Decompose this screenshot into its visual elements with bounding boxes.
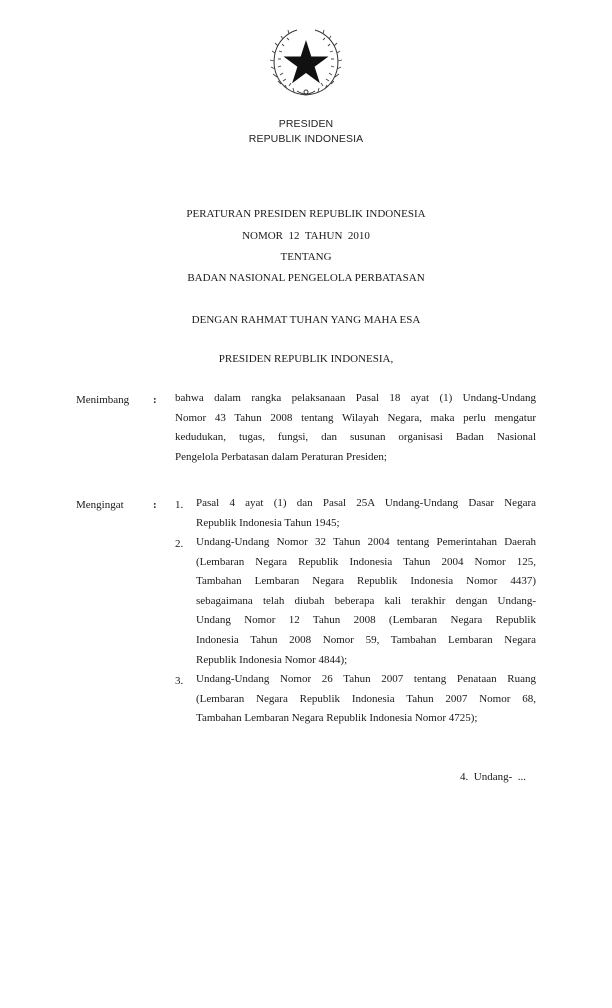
regulation-type: PERATURAN PRESIDEN REPUBLIK INDONESIA bbox=[186, 208, 426, 220]
regulation-number: NOMOR 12 TAHUN 2010 bbox=[242, 230, 370, 242]
text-line: (Lembaran Negara Republik Indonesia Tahun 2007 Nomor 68, bbox=[196, 692, 536, 705]
text-line: Republik Indonesia Tahun 1945; bbox=[196, 516, 340, 529]
item-number: 3. bbox=[175, 675, 184, 687]
text-line: Republik Indonesia Nomor 4844); bbox=[196, 653, 348, 666]
presidential-seal-icon bbox=[267, 27, 345, 99]
text-line: Pasal 4 ayat (1) dan Pasal 25A Undang-Undang Dasar Negara bbox=[196, 497, 536, 509]
office-title-republic: REPUBLIK INDONESIA bbox=[248, 133, 364, 145]
text-line: Indonesia Tahun 2008 Nomor 59, Tambahan Lembaran Negara bbox=[196, 633, 536, 646]
text-line: Undang Nomor 12 Tahun 2008 (Lembaran Negara Republik bbox=[196, 614, 536, 627]
mengingat-label: Mengingat bbox=[76, 499, 124, 511]
menimbang-colon: : bbox=[153, 394, 157, 406]
menimbang-text bbox=[175, 389, 536, 467]
office-title-president: PRESIDEN bbox=[278, 118, 334, 130]
menimbang-label: Menimbang bbox=[76, 394, 130, 406]
item-number: 1. bbox=[175, 499, 184, 511]
mengingat-item-2 bbox=[196, 533, 536, 670]
text-line: (Lembaran Negara Republik Indonesia Tahun 2004 Nomor 125, bbox=[196, 555, 536, 568]
text-line: Undang-Undang Nomor 26 Tahun 2007 tentang Penataan Ruang bbox=[196, 673, 536, 685]
regulation-about: TENTANG bbox=[280, 251, 332, 263]
page-continuation: 4. Undang- ... bbox=[460, 771, 526, 783]
mengingat-item-1 bbox=[196, 494, 536, 533]
item-number: 2. bbox=[175, 538, 184, 550]
authority: PRESIDEN REPUBLIK INDONESIA, bbox=[218, 353, 394, 365]
text-line: sebagaimana telah diubah beberapa kali terakhir dengan Undang- bbox=[196, 594, 536, 607]
text-line: Undang-Undang Nomor 32 Tahun 2004 tentang Pemerintahan Daerah bbox=[196, 536, 536, 548]
invocation: DENGAN RAHMAT TUHAN YANG MAHA ESA bbox=[191, 314, 421, 326]
text-line: Tambahan Lembaran Negara Republik Indonesia Nomor 4725); bbox=[196, 712, 478, 725]
text-line: bahwa dalam rangka pelaksanaan Pasal 18 ayat (1) Undang-Undang bbox=[175, 392, 536, 404]
regulation-subject: BADAN NASIONAL PENGELOLA PERBATASAN bbox=[187, 272, 425, 284]
mengingat-item-3 bbox=[196, 670, 536, 729]
text-line: Pengelola Perbatasan dalam Peraturan Presiden; bbox=[175, 450, 387, 463]
text-line: kedudukan, tugas, fungsi, dan susunan organisasi Badan Nasional bbox=[175, 431, 536, 444]
text-line: Nomor 43 Tahun 2008 tentang Wilayah Negara, maka perlu mengatur bbox=[175, 411, 536, 424]
mengingat-colon: : bbox=[153, 499, 157, 511]
text-line: Tambahan Lembaran Negara Republik Indonesia Nomor 4437) bbox=[196, 575, 536, 588]
